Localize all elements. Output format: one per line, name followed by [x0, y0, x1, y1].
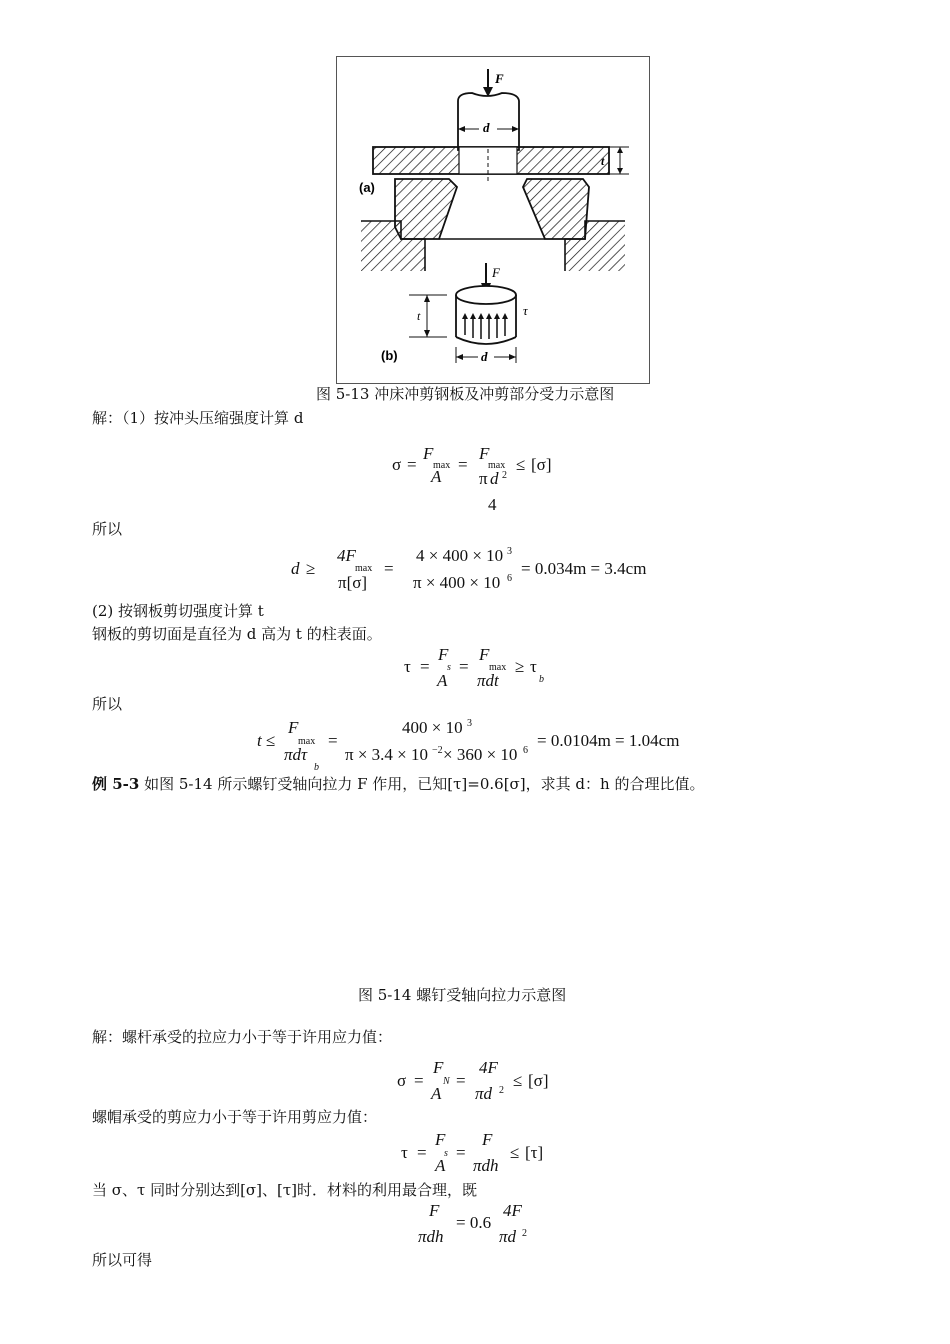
example-label: 例 5-3 — [92, 775, 140, 793]
label-diameter-a: d — [483, 120, 490, 135]
label-part-a: (a) — [359, 180, 375, 195]
example-5-3 — [92, 773, 704, 794]
solution1-intro: 解：（1）按冲头压缩强度计算 d — [92, 409, 304, 427]
label-part-b: (b) — [381, 348, 398, 363]
label-diameter-b: d — [481, 349, 488, 364]
so-1: 所以 — [92, 520, 123, 538]
label-force-b: F — [492, 265, 500, 280]
figure-5-13 — [336, 56, 650, 384]
so-2: 所以 — [92, 695, 123, 713]
text-3: 当 σ、τ 同时分别达到[σ]、[τ]时．材料的利用最合理，既 — [92, 1181, 478, 1199]
description: 钢板的剪切面是直径为 d 高为 t 的柱表面。 — [92, 625, 382, 643]
step-2: (2) 按钢板剪切强度计算 t — [92, 602, 264, 620]
label-thickness-a: t — [601, 154, 605, 168]
cylinder-top — [456, 286, 516, 304]
example-text: 如图 5-14 所示螺钉受轴向拉力 F 作用，已知[τ]=0.6[σ]，求其 d：h 的合理比值。 — [139, 775, 705, 793]
text-2: 螺帽承受的剪应力小于等于许用剪应力值： — [92, 1108, 378, 1126]
die-left — [395, 179, 457, 239]
die-right — [523, 179, 589, 239]
label-force-a: F — [495, 71, 504, 86]
figure-14-caption: 图 5-14 螺钉受轴向拉力示意图 — [358, 986, 567, 1004]
label-thickness-b: t — [417, 309, 421, 323]
text-4: 所以可得 — [92, 1251, 153, 1269]
label-tau: τ — [523, 303, 528, 318]
solution2-intro: 解：螺杆承受的拉应力小于等于许用应力值： — [92, 1028, 393, 1046]
punch-diagram — [337, 57, 649, 383]
figure-13-caption: 图 5-13 冲床冲剪钢板及冲剪部分受力示意图 — [316, 385, 615, 403]
